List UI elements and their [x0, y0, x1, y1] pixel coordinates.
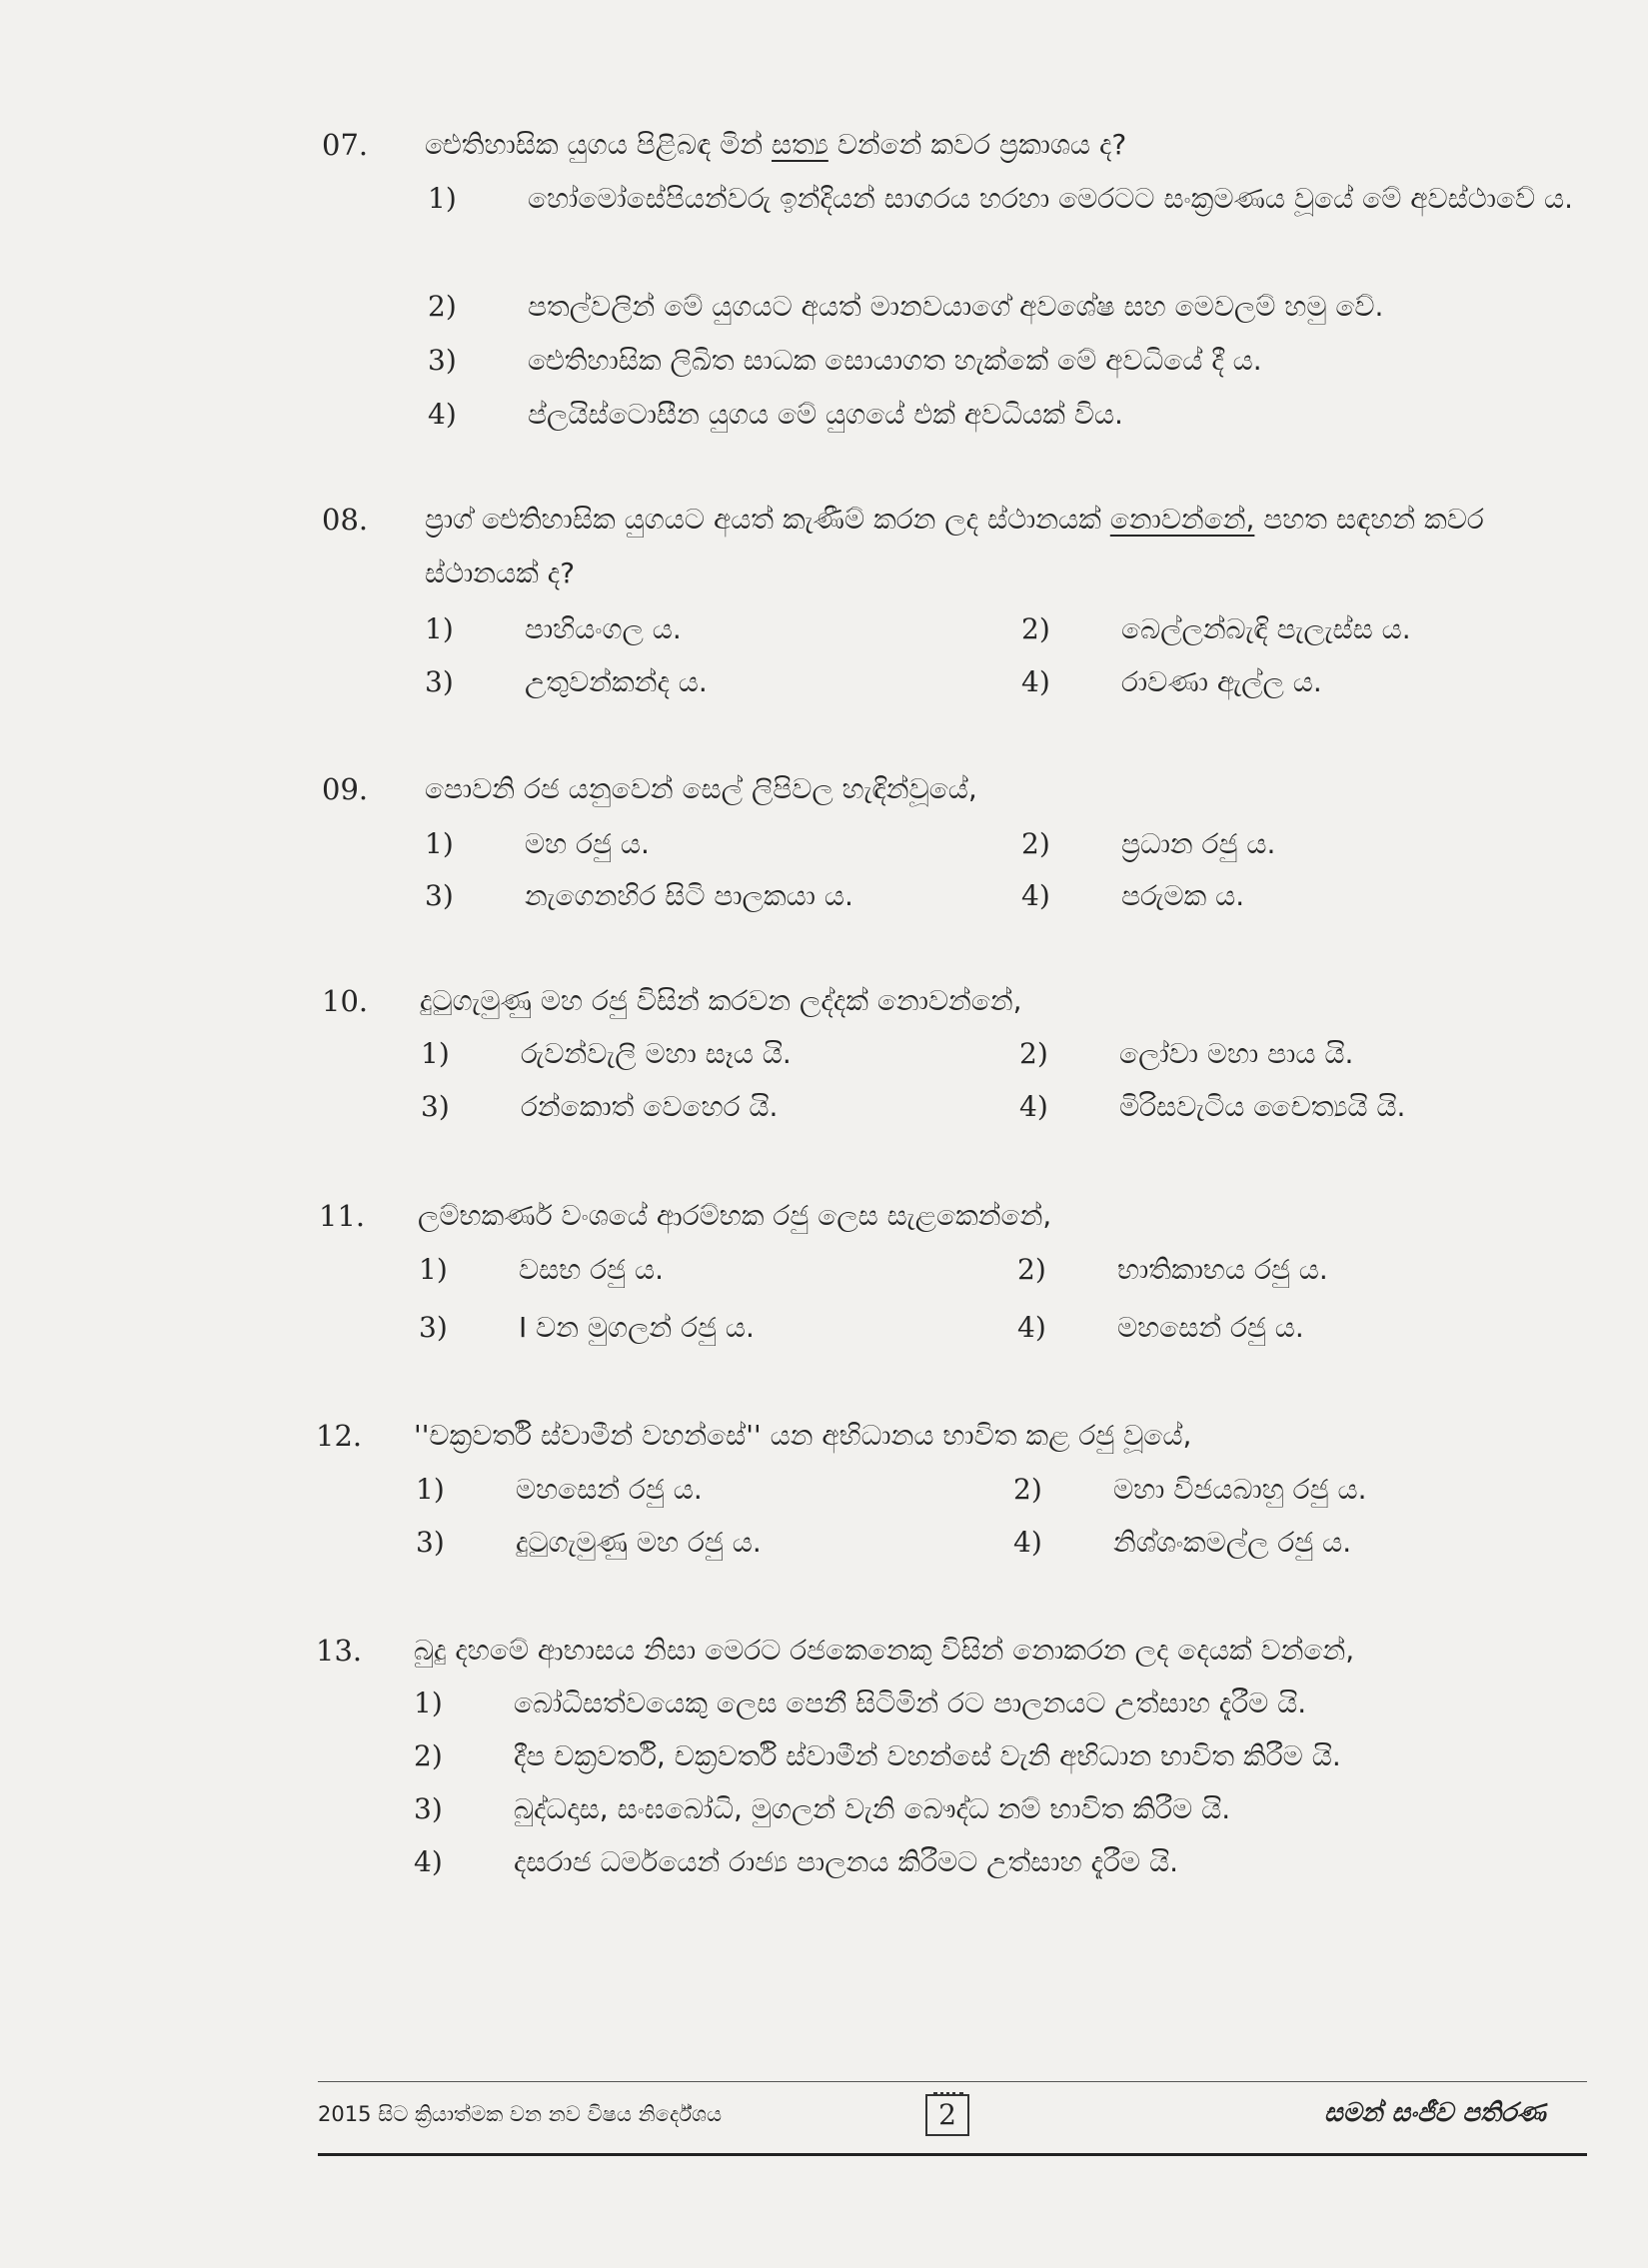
option-number: 4) [1021, 879, 1050, 912]
option-text: බුද්ධදාස, සංඝබෝධි, මුගලන් වැනි බෞද්ධ නම් භාවිත කිරීම යි. [514, 1792, 1231, 1825]
question-stem [425, 118, 1604, 172]
question-number: 10. [322, 984, 369, 1018]
option-text: හෝමෝසේපියන්වරු ඉන්දියන් සාගරය හරහා මෙරටට සංක්‍රමණය වූයේ මේ අවස්ථාවේ ය. [528, 182, 1574, 215]
footer-syllabus-note: 2015 සිට ක්‍රියාත්මක වන නව විෂය නිර්දේශය [318, 2102, 723, 2126]
option-number: 1) [425, 827, 454, 860]
option-text: මහසෙන් රජු ය. [1117, 1311, 1304, 1344]
option-text: රුවන්වැලි මහා සෑය යි. [521, 1037, 792, 1070]
option-number: 2) [1021, 612, 1050, 645]
option-number: 1) [414, 1687, 443, 1719]
question-stem [414, 1624, 1593, 1678]
stem-text: ලම්භකර්ණ වංශයේ ආරම්භක රජු ලෙස සැළකෙන්නේ, [418, 1199, 1052, 1232]
stem-text: බුදු දහමේ ආභාසය නිසා මෙරට රජකෙනෙකු විසින් නොකරන ලද දෙයක් වන්නේ, [414, 1634, 1355, 1667]
option-number: 3) [421, 1090, 450, 1123]
page-number: 2 [925, 2094, 969, 2136]
option-number: 2) [428, 290, 457, 323]
option-number: 3) [419, 1311, 448, 1344]
stem-text: ''චක්‍රවර්ති ස්වාමීන් වහන්සේ'' යන අභිධානය භාවිත කළ රජු වූයේ, [414, 1419, 1192, 1452]
option-text: ප්ලයිස්ටොසීන යුගය මේ යුගයේ එක් අවධියක් විය. [528, 398, 1123, 431]
option-text: නිශ්ශංකමල්ල රජු ය. [1113, 1526, 1352, 1559]
question-number: 13. [316, 1634, 363, 1668]
stem-text: පොවනි රජ යනුවෙන් සෙල් ලිපිවල හැඳින්වූයේ, [425, 772, 977, 805]
question-number: 12. [316, 1419, 363, 1453]
option-text: මිරිසවැටිය චෛත්‍යයි යි. [1119, 1090, 1406, 1123]
option-number: 1) [428, 182, 457, 215]
option-number: 1) [425, 612, 454, 645]
stem-underlined-text: සත්‍ය [772, 128, 828, 161]
option-text: රන්කොත් වෙහෙර යි. [521, 1090, 779, 1123]
option-text: භාතිකාභය රජු ය. [1117, 1253, 1328, 1286]
option-text: ලෝවා මහා පාය යි. [1119, 1037, 1354, 1070]
stem-text: වන්නේ කවර ප්‍රකාශය ද? [827, 128, 1127, 161]
question-number: 11. [319, 1199, 366, 1233]
option-text: මහසෙන් රජු ය. [516, 1473, 703, 1506]
option-number: 2) [1017, 1253, 1046, 1286]
footer-bottom-rule [318, 2153, 1587, 2156]
option-number: 3) [425, 879, 454, 912]
question-stem [420, 974, 1599, 1028]
option-number: 2) [1019, 1037, 1048, 1070]
option-text: උතුවන්කන්ද ය. [525, 665, 708, 698]
option-text: ප්‍රධාන රජු ය. [1121, 827, 1276, 860]
footer-author: සමන් සංජීව පතිරණ [1324, 2098, 1546, 2128]
option-number: 3) [428, 344, 457, 377]
option-text: දුටුගැමුණු මහ රජු ය. [516, 1526, 762, 1559]
stem-text: දුටුගැමුණු මහ රජු විසින් කරවන ලද්දක් නොවන්නේ, [420, 984, 1022, 1017]
option-number: 1) [419, 1253, 448, 1286]
question-stem [425, 493, 1604, 600]
option-text: වසභ රජු ය. [519, 1253, 665, 1286]
option-number: 3) [416, 1526, 445, 1559]
option-text: ඓතිහාසික ලිඛිත සාධක සොයාගත හැක්කේ මේ අවධියේ දී ය. [528, 344, 1262, 377]
option-number: 2) [1021, 827, 1050, 860]
option-number: 4) [1017, 1311, 1046, 1344]
option-text: පතල්වලින් මේ යුගයට අයත් මානවයාගේ අවශේෂ සහ මෙවලම් හමු වේ. [528, 290, 1384, 323]
option-text: මහ රජු ය. [525, 827, 650, 860]
option-text: මහා විජයබාහු රජු ය. [1113, 1473, 1367, 1506]
question-stem [425, 762, 1604, 816]
question-number: 07. [322, 128, 369, 162]
stem-underlined-text: නොවන්නේ, [1109, 503, 1255, 536]
option-number: 2) [1013, 1473, 1042, 1506]
option-text: දීප චක්‍රවර්ති, චක්‍රවර්ති ස්වාමීන් වහන්සේ වැනි අභිධාන භාවිත කිරීම යි. [514, 1739, 1341, 1772]
question-number: 08. [322, 503, 369, 537]
question-stem [418, 1189, 1597, 1243]
stem-text: පහත සඳහන් කවර ස්ථානයක් ද? [425, 503, 1484, 589]
option-number: 4) [414, 1845, 443, 1878]
question-number: 09. [322, 772, 369, 806]
option-text: පාහියංගල ය. [525, 612, 682, 645]
stem-text: ප්‍රාග් ඓතිහාසික යුගයට අයත් කැණීම් කරන ලද ස්ථානයක් [425, 503, 1110, 536]
stem-text: ඓතිහාසික යුගය පිළිබඳ මින් [425, 128, 773, 161]
option-text: නැගෙනහිර සිටි පාලකයා ය. [525, 879, 853, 912]
question-stem [414, 1409, 1593, 1463]
option-number: 4) [1013, 1526, 1042, 1559]
option-text: රාවණා ඇල්ල ය. [1121, 665, 1322, 698]
option-text: බෙල්ලන්බැඳි පැලැස්ස ය. [1121, 612, 1411, 645]
option-number: 4) [428, 398, 457, 431]
footer-top-rule [318, 2081, 1587, 2082]
option-text: බෝධිසත්වයෙකු ලෙස පෙනී සිටිමින් රට පාලනයට උත්සාහ දැරීම යි. [514, 1687, 1307, 1719]
option-text: I වන මුගලන් රජු ය. [519, 1311, 755, 1344]
option-text: පරුමක ය. [1121, 879, 1245, 912]
option-number: 4) [1019, 1090, 1048, 1123]
option-number: 2) [414, 1739, 443, 1772]
option-number: 3) [425, 665, 454, 698]
option-number: 1) [421, 1037, 450, 1070]
option-text: දසරාජ ධර්මයෙන් රාජ්‍ය පාලනය කිරීමට උත්සාහ දැරීම යි. [514, 1845, 1178, 1878]
option-number: 1) [416, 1473, 445, 1506]
option-number: 3) [414, 1792, 443, 1825]
option-number: 4) [1021, 665, 1050, 698]
